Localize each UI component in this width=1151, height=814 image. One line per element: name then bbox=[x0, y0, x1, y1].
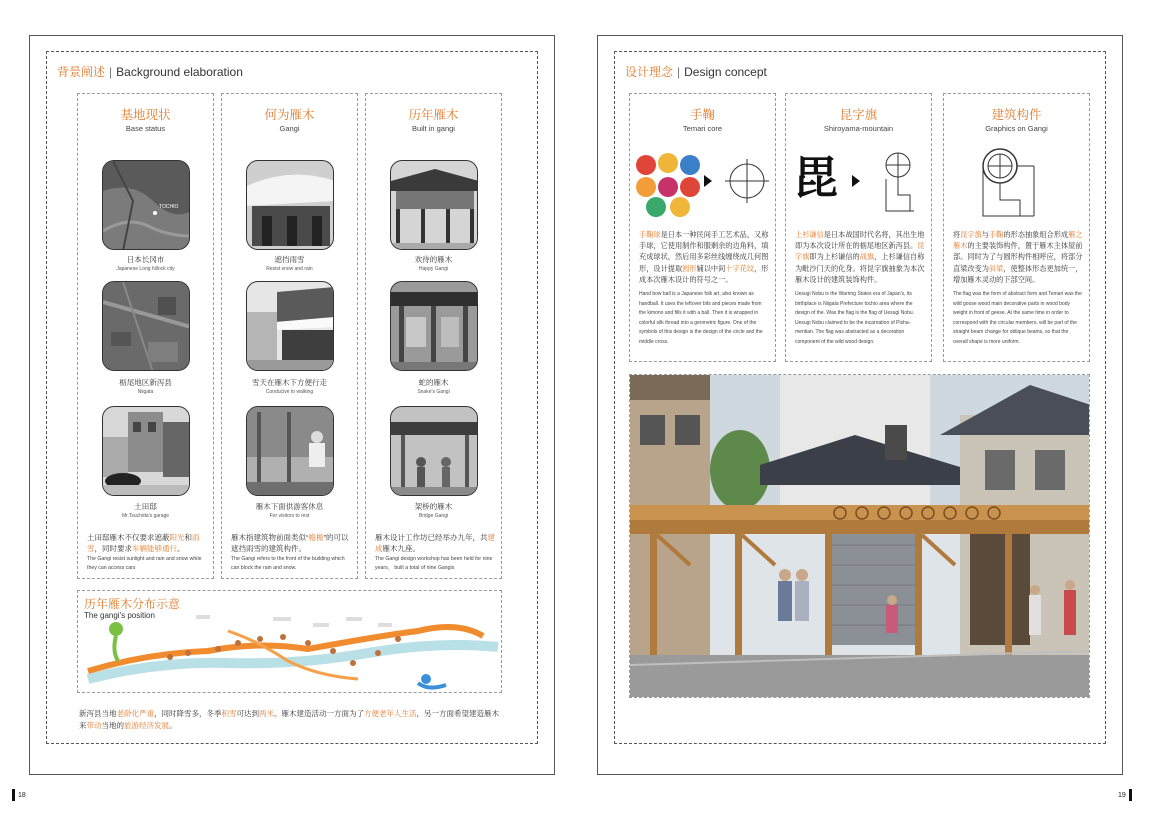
column-description-cn: 雁木指建筑物前面类似“檐檐”的可以遮挡雨雪的建筑构件。 bbox=[231, 533, 349, 553]
photo-snake-gangi bbox=[390, 281, 478, 371]
caption-en: Japanese Long hillock city bbox=[116, 266, 175, 272]
caption-cn: 雪天在雁木下方便行走 bbox=[252, 378, 327, 387]
map-title-en: The gangi's position bbox=[84, 611, 155, 620]
page-number-bar bbox=[1129, 789, 1132, 801]
concept-graphics bbox=[943, 93, 1090, 362]
column-description-cn: 上杉谦信是日本战国时代名将，其出生地即为本次设计所在的栃尾地区新泻县。昆字旗即为上杉谦信的战旗，上杉谦信自称为毗沙门天的化身。将昆字旗抽象为本次雁木设计的建筑装饰构件。 bbox=[795, 230, 925, 284]
caption-cn: 欢待的雁木 bbox=[414, 255, 453, 264]
column-description-cn: 雁木设计工作坊已经举办九年，共建成雁木九座。 bbox=[375, 533, 495, 553]
page-number-left: 18 bbox=[12, 789, 26, 801]
caption-en: Bridge Gangi bbox=[418, 513, 449, 519]
column-description-cn: 土田邸雁木不仅要求遮蔽阳光和雨雪，同时要求车辆能够通行。 bbox=[87, 533, 200, 553]
column-title-cn: 建筑构件 bbox=[991, 108, 1042, 122]
column-base-status bbox=[77, 93, 214, 579]
caption-en: Mr.Tsuchida's garage bbox=[121, 513, 170, 519]
flag-abstract-illustration bbox=[786, 149, 933, 219]
left-section-title bbox=[57, 63, 243, 80]
temari-illustration bbox=[630, 149, 777, 219]
column-title-en: Temari core bbox=[682, 124, 723, 133]
column-title-en: Built in gangi bbox=[412, 124, 455, 133]
section-title-sep: | bbox=[677, 65, 681, 79]
left-page bbox=[29, 35, 555, 775]
right-section-title bbox=[625, 63, 767, 80]
column-description-cn: 手鞠球是日本一种民间手工艺术品，又称手球，它使用制作和服剩余的边角料，填充成球状，然后用多彩丝线缠绕成几何图形，设计提取圆形辅以中间十字花纹，形成本次雁木设计的符号之一。 bbox=[639, 230, 769, 284]
caption-en: Resist snow and rain bbox=[266, 266, 313, 272]
column-title-en: Gangi bbox=[279, 124, 300, 133]
section-title-cn: 设计理念 bbox=[625, 65, 674, 79]
column-title-cn: 历年雁木 bbox=[408, 108, 459, 122]
column-title-en: Base status bbox=[125, 124, 166, 133]
graphics-illustration bbox=[944, 144, 1091, 224]
left-page-frame bbox=[46, 51, 538, 744]
column-description-en: The Gangi design workshop has been held for nine years， built a total of nine Gangis bbox=[375, 556, 493, 571]
caption-en: Conducive to walking bbox=[265, 389, 314, 395]
column-title-en: Graphics on Gangi bbox=[985, 124, 1048, 133]
column-title-cn: 昆字旗 bbox=[839, 108, 878, 122]
caption-cn: 日本长冈市 bbox=[126, 255, 165, 264]
column-description-en: The flag was the form of abstract form and Temari was the wild goose wood main decorative parts in wood body weight in front of geese. At the same time in order to correspond with the circular members, will be part of the straight beam change for oblique beams, so that the overall shape is more uniform. bbox=[953, 291, 1082, 345]
caption-cn: 雁木下面供游客休息 bbox=[255, 502, 324, 511]
caption-en: Snake's Gangi bbox=[417, 389, 450, 395]
caption-cn: 架桥的雁木 bbox=[414, 502, 453, 511]
photo-resting-visitor bbox=[246, 406, 334, 496]
concept-temari bbox=[629, 93, 776, 362]
photo-garage bbox=[102, 406, 190, 496]
column-description-cn: 将昆字旗与手鞠的形态抽象组合形成雁之雁木的主要装饰构件，置于雁木主体屋前部。同时为了与圆形构件相呼应，将部分直梁改变为斜梁，使整体形态更加统一，增加雁木灵动的下部空间。 bbox=[953, 230, 1083, 284]
gangi-rendering bbox=[629, 374, 1090, 698]
caption-en: For visitors to rest bbox=[269, 513, 310, 519]
column-title-en: Shiroyama-mountain bbox=[823, 124, 894, 133]
photo-label: TOCHIO bbox=[158, 204, 178, 210]
photo-snowy-street bbox=[246, 281, 334, 371]
map-title-cn: 历年雁木分布示意 bbox=[84, 597, 181, 611]
column-gangi bbox=[221, 93, 358, 579]
column-title-cn: 手鞠 bbox=[689, 108, 715, 122]
concept-flag bbox=[785, 93, 932, 362]
caption-cn: 栃尾地区新泻县 bbox=[119, 378, 172, 387]
photo-happy-gangi bbox=[390, 160, 478, 250]
photo-snow-roof bbox=[246, 160, 334, 250]
section-title-en: Background elaboration bbox=[116, 65, 243, 79]
photo-bridge-gangi bbox=[390, 406, 478, 496]
gangi-distribution-map bbox=[77, 590, 502, 693]
right-page bbox=[597, 35, 1123, 775]
page-number-bar bbox=[12, 789, 15, 801]
caption-cn: 蛇的雁木 bbox=[418, 378, 449, 387]
column-title-cn: 基地现状 bbox=[120, 108, 171, 122]
column-description-en: Uesugi Nobu is the Warring States era of Japan's, its birthplace is Niigata Prefecture tochio area where the design of the. Was the flag is the flag of Uesugi Nobu. Uesugi Nobu claimed to be the incarnation of Pisha-mentian. The flag was abstracted as a decoration component of the wild wood design. bbox=[795, 291, 915, 345]
gangi-rendering-image bbox=[630, 375, 1090, 698]
section-title-en: Design concept bbox=[684, 65, 767, 79]
caption-en: Happy Gangi bbox=[418, 266, 449, 272]
column-description-en: The Gangi resist sunlight and rain and snow while they can access cars bbox=[87, 556, 202, 571]
photo-aerial-city bbox=[102, 160, 190, 250]
map-illustration bbox=[78, 591, 503, 694]
caption-cn: 土田邸 bbox=[134, 502, 157, 511]
column-title-cn: 何为雁木 bbox=[264, 108, 315, 122]
section-title-sep: | bbox=[109, 65, 113, 79]
section-title-cn: 背景阐述 bbox=[57, 65, 106, 79]
column-built-gangi bbox=[365, 93, 502, 579]
page-number-right: 19 bbox=[1118, 789, 1132, 801]
flag-glyph: 毘 bbox=[794, 153, 838, 204]
caption-cn: 遮挡雨雪 bbox=[274, 255, 305, 264]
caption-en: Niigata bbox=[137, 389, 154, 395]
bottom-description: 新泻县当地老龄化严重，同时降雪多，冬季积雪可达到两米。雁木建造活动一方面为了方便老年人生活，另一方面希望建造雁木来带动当地的旅游经济发展。 bbox=[79, 709, 499, 730]
right-page-frame bbox=[614, 51, 1106, 744]
column-description-en: The Gangi refers to the front of the building which can block the rain and snow. bbox=[231, 556, 345, 571]
column-description-en: Hand bow ball is a Japanese folk art, also known as handball. It uses the leftover bits and pieces made from the kimono and fills it with a ball. Then it is wrapped in colorful silk thread into a geometric figure. One of the symbols of this design is the design of the circle and the middle cross. bbox=[639, 291, 763, 345]
photo-aerial-region bbox=[102, 281, 190, 371]
